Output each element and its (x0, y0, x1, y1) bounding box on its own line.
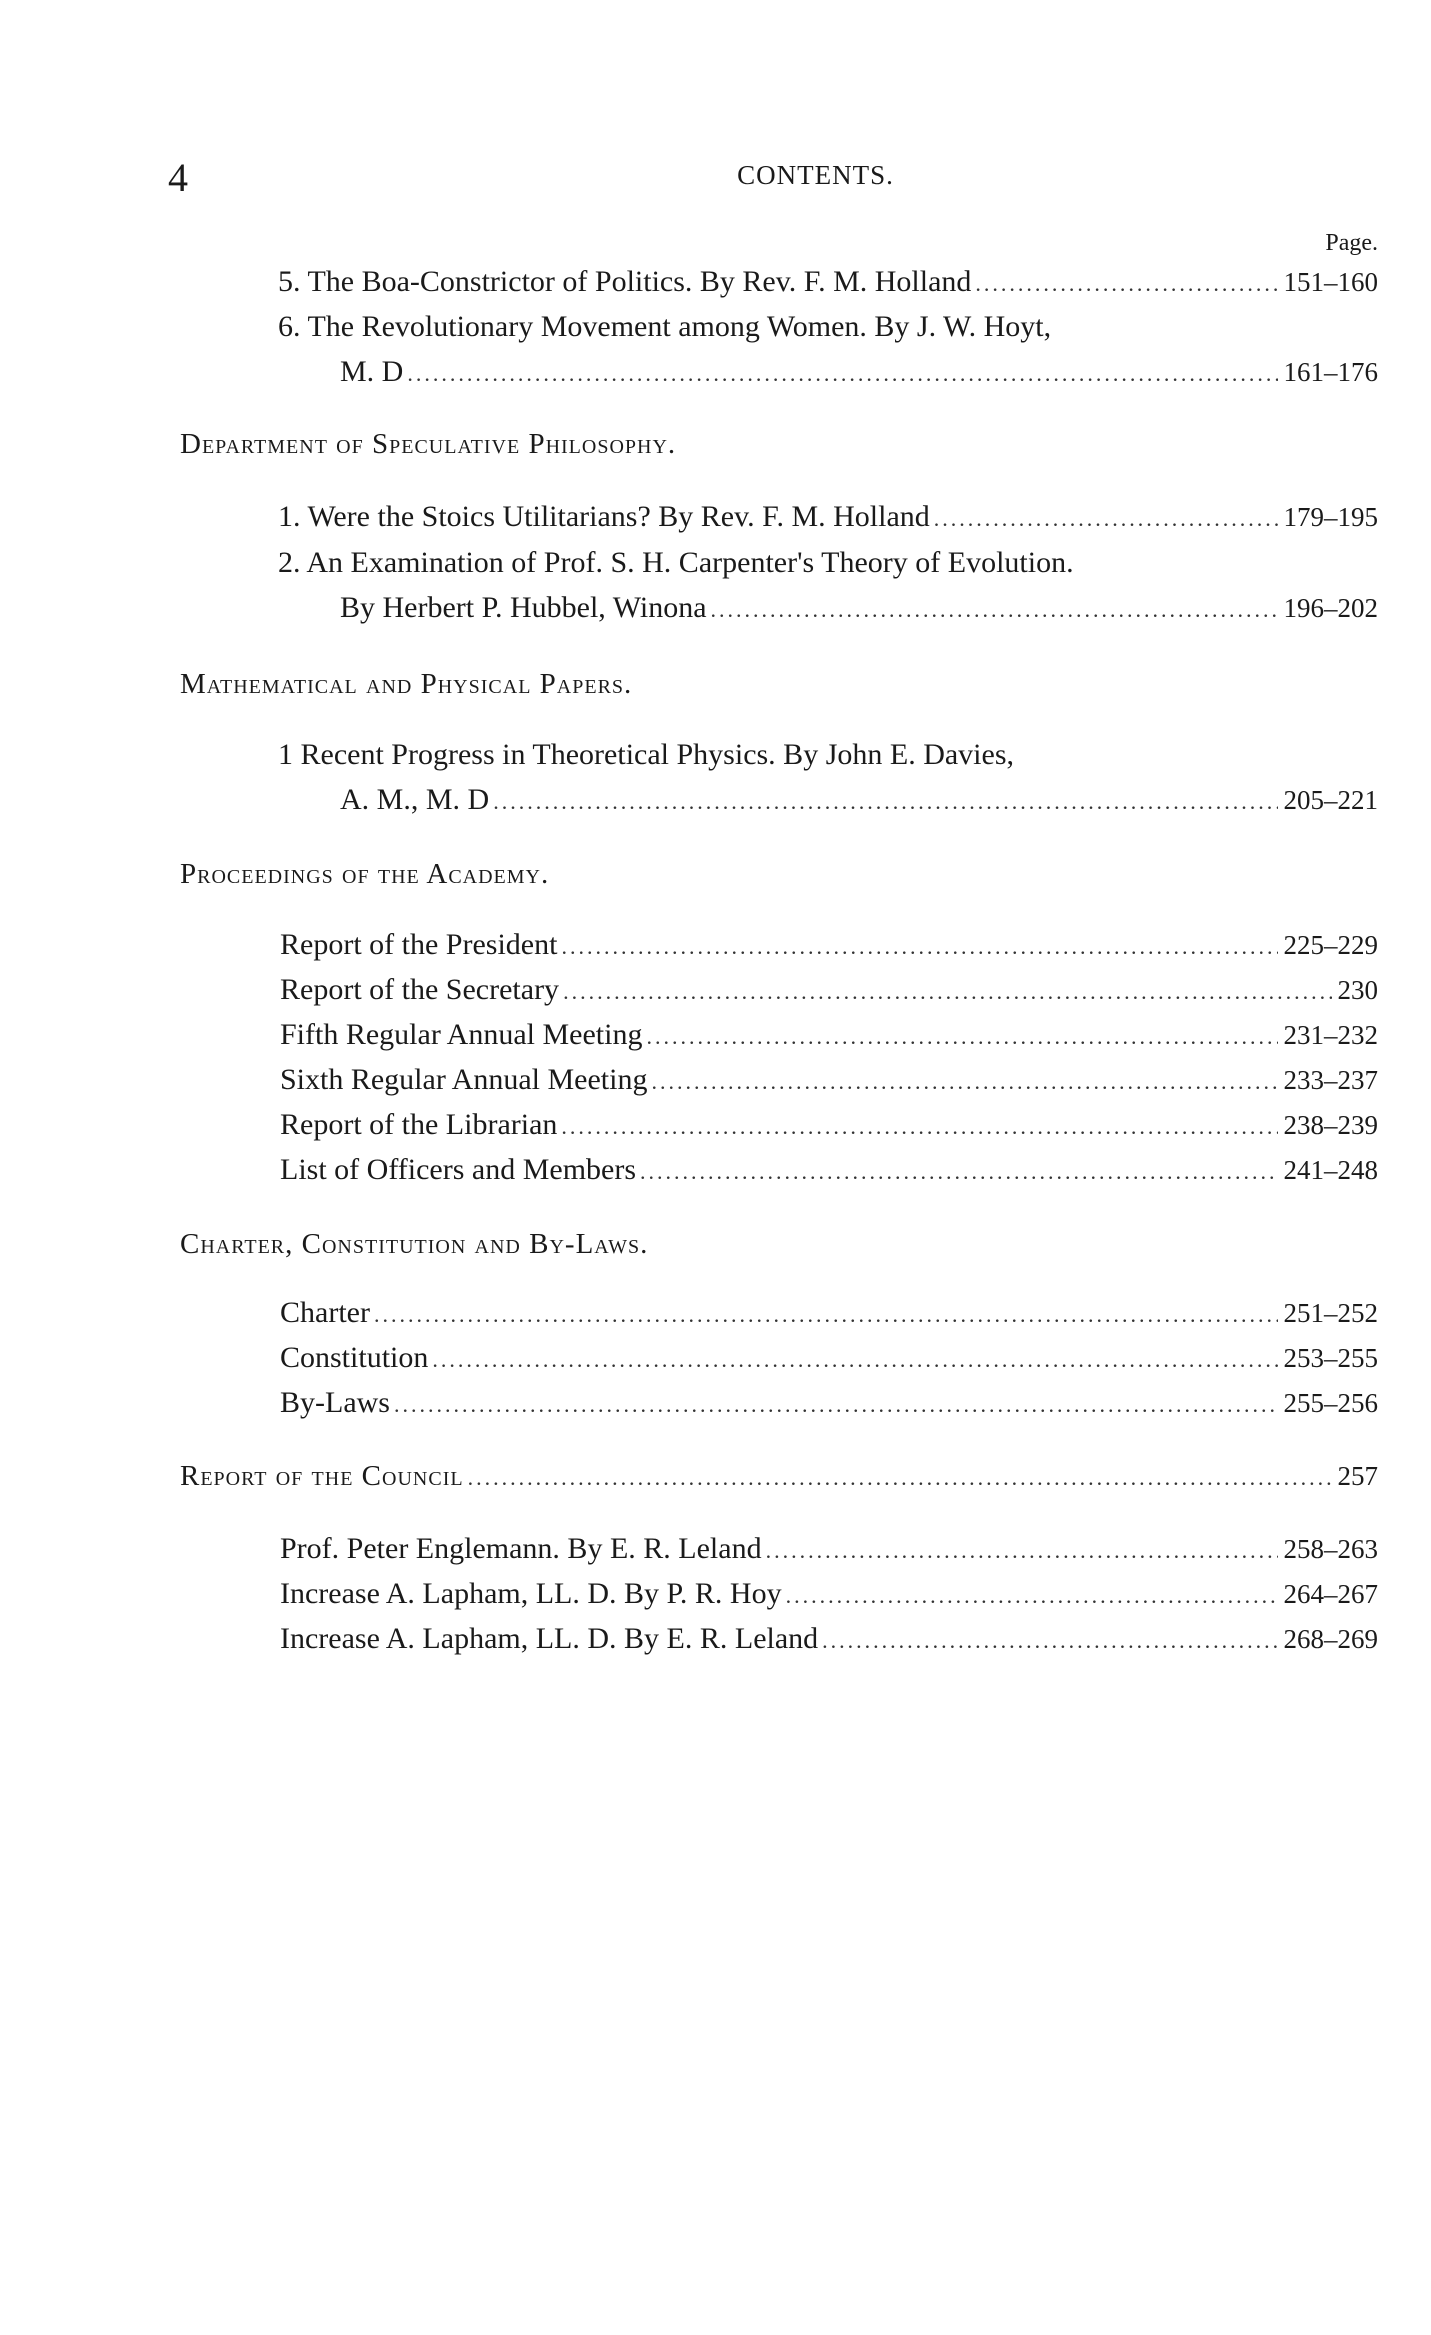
leader-dots (561, 934, 1277, 960)
toc-entry-text: 1. Were the Stoics Utilitarians? By Rev. F. M. Holland (278, 500, 930, 533)
toc-entry-text: Fifth Regular Annual Meeting (280, 1018, 643, 1051)
running-title: CONTENTS. (737, 160, 894, 190)
toc-entry-text: Increase A. Lapham, LL. D. By E. R. Leland (280, 1622, 819, 1655)
page-number: 4 (168, 155, 188, 200)
toc-entry-pages: 238–239 (1283, 1110, 1378, 1140)
toc-entry-text: Report of the Secretary (280, 973, 560, 1006)
section-heading: Mathematical and Physical Papers. (180, 668, 633, 700)
leader-dots (432, 1347, 1277, 1373)
toc-entry (278, 500, 1378, 534)
section-heading: Report of the Council (180, 1460, 464, 1492)
toc-entry-text: 1 Recent Progress in Theoretical Physics. By John E. Davies, (278, 738, 1014, 771)
toc-entry-pages: 231–232 (1283, 1020, 1378, 1050)
page-header (160, 155, 1371, 200)
leader-dots (468, 1465, 1332, 1491)
leader-dots (766, 1538, 1278, 1564)
section-heading: Charter, Constitution and By-Laws. (180, 1228, 649, 1260)
toc-entry-text: Prof. Peter Englemann. By E. R. Leland (280, 1532, 762, 1565)
toc-entry-pages: 230 (1337, 975, 1378, 1005)
toc-entry (340, 591, 1378, 625)
toc-entry-text: Sixth Regular Annual Meeting (280, 1063, 648, 1096)
page-column-label: Page. (1325, 230, 1378, 256)
toc-entry-text: 5. The Boa-Constrictor of Politics. By Rev. F. M. Holland (278, 265, 972, 298)
toc-entry-text: List of Officers and Members (280, 1153, 637, 1186)
toc-entry-pages: 257 (1337, 1461, 1378, 1491)
toc-entry (280, 1018, 1378, 1052)
leader-dots (563, 979, 1331, 1005)
leader-dots (651, 1069, 1277, 1095)
leader-dots (561, 1114, 1277, 1140)
leader-dots (646, 1024, 1277, 1050)
toc-entry (280, 1577, 1378, 1611)
toc-entry-pages: 196–202 (1283, 593, 1378, 623)
toc-entry-text: M. D (340, 355, 404, 388)
toc-entry-text: Report of the Librarian (280, 1108, 558, 1141)
toc-entry (340, 355, 1378, 389)
toc-entry-pages: 264–267 (1283, 1579, 1378, 1609)
toc-entry (278, 265, 1378, 299)
leader-dots (374, 1302, 1278, 1328)
leader-dots (640, 1159, 1277, 1185)
toc-entry-pages: 179–195 (1283, 502, 1378, 532)
toc-entry (280, 1386, 1378, 1420)
toc-entry (280, 1153, 1378, 1187)
leader-dots (394, 1392, 1278, 1418)
section-heading: Department of Speculative Philosophy. (180, 428, 677, 460)
toc-entry-pages: 255–256 (1283, 1388, 1378, 1418)
toc-entry (280, 1063, 1378, 1097)
toc-entry-text: Increase A. Lapham, LL. D. By P. R. Hoy (280, 1577, 782, 1610)
toc-entry-text: 6. The Revolutionary Movement among Women. By J. W. Hoyt, (278, 310, 1052, 343)
leader-dots (407, 361, 1277, 387)
leader-dots (934, 506, 1278, 532)
toc-entry (280, 1108, 1378, 1142)
toc-entry (280, 1341, 1378, 1375)
toc-entry-text: A. M., M. D (340, 783, 490, 816)
toc-entry (280, 1622, 1378, 1656)
toc-entry (280, 1532, 1378, 1566)
toc-entry-text: 2. An Examination of Prof. S. H. Carpenter's Theory of Evolution. (278, 546, 1074, 579)
toc-entry-pages: 268–269 (1283, 1624, 1378, 1654)
toc-entry-text: Report of the President (280, 928, 558, 961)
toc-entry-pages: 205–221 (1283, 785, 1378, 815)
toc-section-entry (180, 1460, 1378, 1493)
leader-dots (822, 1628, 1277, 1654)
toc-entry-pages: 225–229 (1283, 930, 1378, 960)
leader-dots (975, 271, 1277, 297)
section-heading: Proceedings of the Academy. (180, 858, 550, 890)
toc-entry (340, 783, 1378, 817)
leader-dots (711, 597, 1278, 623)
leader-dots (493, 789, 1277, 815)
toc-entry-text: Constitution (280, 1341, 429, 1374)
toc-entry-text: By-Laws (280, 1386, 390, 1419)
toc-entry-text: Charter (280, 1296, 370, 1329)
toc-entry-text: By Herbert P. Hubbel, Winona (340, 591, 707, 624)
toc-entry-pages: 241–248 (1283, 1155, 1378, 1185)
toc-entry-pages: 258–263 (1283, 1534, 1378, 1564)
toc-entry (280, 973, 1378, 1007)
toc-entry-pages: 251–252 (1283, 1298, 1378, 1328)
toc-entry-pages: 253–255 (1283, 1343, 1378, 1373)
toc-entry (280, 1296, 1378, 1330)
toc-entry-pages: 151–160 (1283, 267, 1378, 297)
toc-entry (280, 928, 1378, 962)
toc-entry-pages: 161–176 (1283, 357, 1378, 387)
toc-entry-pages: 233–237 (1283, 1065, 1378, 1095)
leader-dots (786, 1583, 1278, 1609)
